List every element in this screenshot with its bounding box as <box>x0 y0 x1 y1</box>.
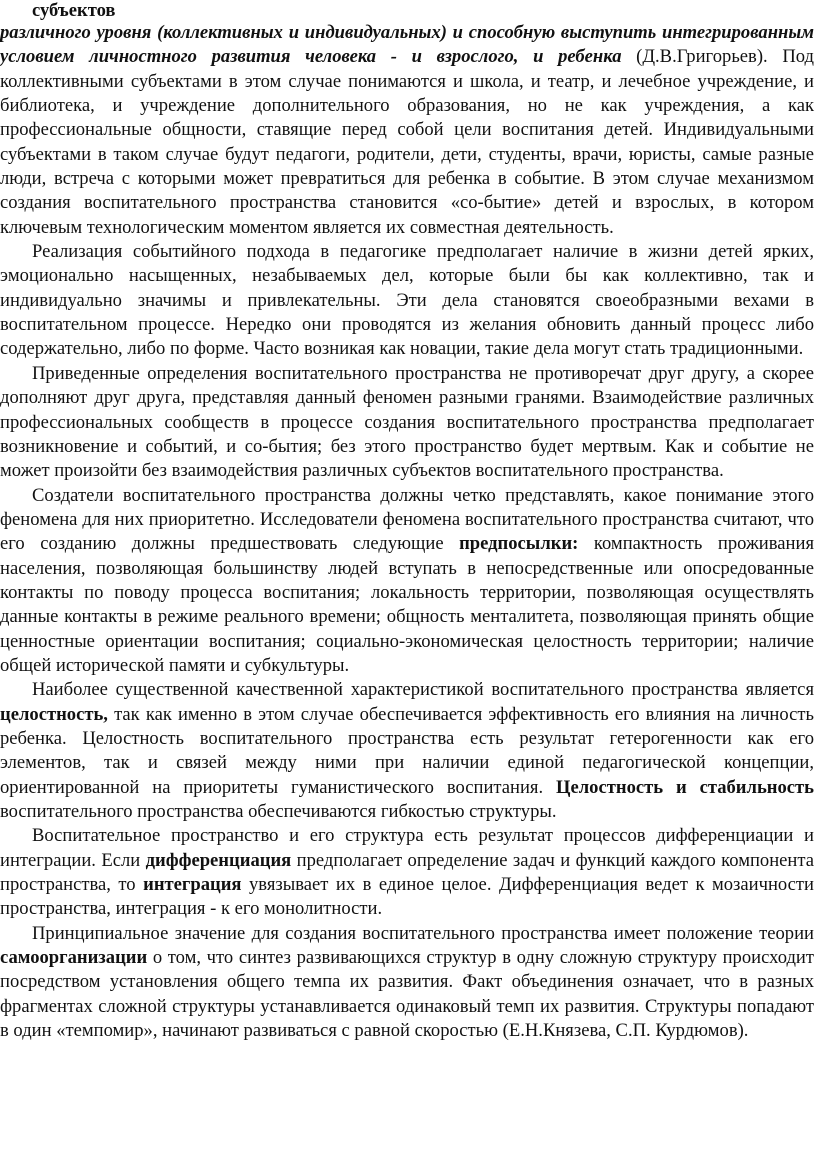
paragraph-4-after: компактность проживания населения, позволяющая большинству людей вступать в непосредственные или опосредованные контакты по поводу процесса воспитания; локальность территории, позволяющая осуществлять данные контакты в режиме реального времени; общность менталитета, позволяющая принять общие ценностные ориентации воспитания; социально-экономическая целостность территории; наличие общей исторической памяти и субкультуры. <box>0 533 815 676</box>
top-fragment: субъектов <box>32 0 116 21</box>
paragraph-7-after: о том, что синтез развивающихся структур в одну сложную структуру происходит посредством установления общего темпа их развития. Факт объединения означает, что в разных фрагментах сложной структуры устанавливается одинаковый темп их развития. Структуры попадают в один «темпомир», начинают развиваться с равной скоростью (Е.Н.Князева, С.П. Курдюмов). <box>0 947 814 1042</box>
paragraph-6-before: Воспитательное пространство и его структура есть результат процессов дифференциации и интеграции. Если <box>0 825 814 871</box>
paragraph-5-before: Наиболее существенной качественной характеристикой воспитательного пространства является <box>32 679 814 701</box>
paragraph-1 <box>0 21 814 240</box>
paragraph-4-before: Создатели воспитательного пространства должны четко представлять, какое понимание этого феномена для них приоритетно. Исследователи феномена воспитательного пространства считают, что его созданию должны предшествовать следующие <box>0 484 814 555</box>
paragraph-5-middle: так как именно в этом случае обеспечивается эффективность его влияния на личность ребенка. Целостность воспитательного пространства есть результат гетерогенности как его элементов, так и связей между ними при наличии единой педагогической концепции, ориентированной на приоритеты гуманистического воспитания. <box>0 703 814 798</box>
paragraph-1-text: (Д.В.Григорьев). Под коллективными субъектами в этом случае понимаются и школа, и театр, и лечебное учреждение, и библиотека, и учреждение дополнительного образования, но не как учреждения, а как профессиональные общности, ставящие перед собой цели воспитания детей. Индивидуальными субъектами в таком случае будут педагоги, родители, дети, студенты, врачи, юристы, самые разные люди, встреча с которыми может превратиться для ребенка в событие. В этом случае механизмом создания воспитательного пространства становится «со-бытие» детей и взрослых, в котором ключевым технологическим моментом является их совместная деятельность. <box>0 46 814 238</box>
paragraph-7-before: Принципиальное значение для создания воспитательного пространства имеет положение теории <box>32 922 814 944</box>
paragraph-6 <box>0 824 814 921</box>
paragraph-5-bold-2: Целостность и стабильность <box>556 776 815 798</box>
paragraph-5-after: воспитательного пространства обеспечиваются гибкостью структуры. <box>0 801 557 822</box>
paragraph-6-bold-1: дифференциация <box>145 849 292 871</box>
paragraph-7-bold: самоорганизации <box>0 947 148 969</box>
paragraph-5 <box>0 678 814 824</box>
paragraph-7 <box>0 922 814 1044</box>
paragraph-4 <box>0 484 814 679</box>
paragraph-1-bold-intro: различного уровня (коллективных и индивидуальных) и способную выступить интегрированным условием личностного развития человека - и взрослого, и ребенка <box>0 22 814 68</box>
paragraph-5-bold-1: целостность, <box>0 703 108 725</box>
paragraph-4-bold: предпосылки: <box>459 533 579 555</box>
paragraph-6-bold-2: интеграция <box>143 874 242 896</box>
paragraph-3: Приведенные определения воспитательного пространства не противоречат друг другу, а скорее дополняют друг друга, представляя данный феномен разными гранями. Взаимодействие различных профессиональных сообществ в процессе создания воспитательного пространства предполагает возникновение и событий, и со-бытия; без этого пространство будет мертвым. Как и событие не может произойти без взаимодействия различных субъектов воспитательного пространства. <box>0 362 814 482</box>
paragraph-6-after: увязывает их в единое целое. Дифференциация ведет к мозаичности пространства, интеграция - к его монолитности. <box>0 874 814 920</box>
paragraph-6-middle: предполагает определение задач и функций каждого компонента пространства, то <box>0 849 814 896</box>
paragraph-2: Реализация событийного подхода в педагогике предполагает наличие в жизни детей ярких, эмоционально насыщенных, незабываемых дел, которые были бы как коллективно, так и индивидуально значимы и привлекательны. Эти дела становятся своеобразными вехами в воспитательном процессе. Нередко они проводятся из желания обновить данный процесс либо содержательно, либо по форме. Часто возникая как новации, такие дела могут стать традиционными. <box>0 241 814 360</box>
